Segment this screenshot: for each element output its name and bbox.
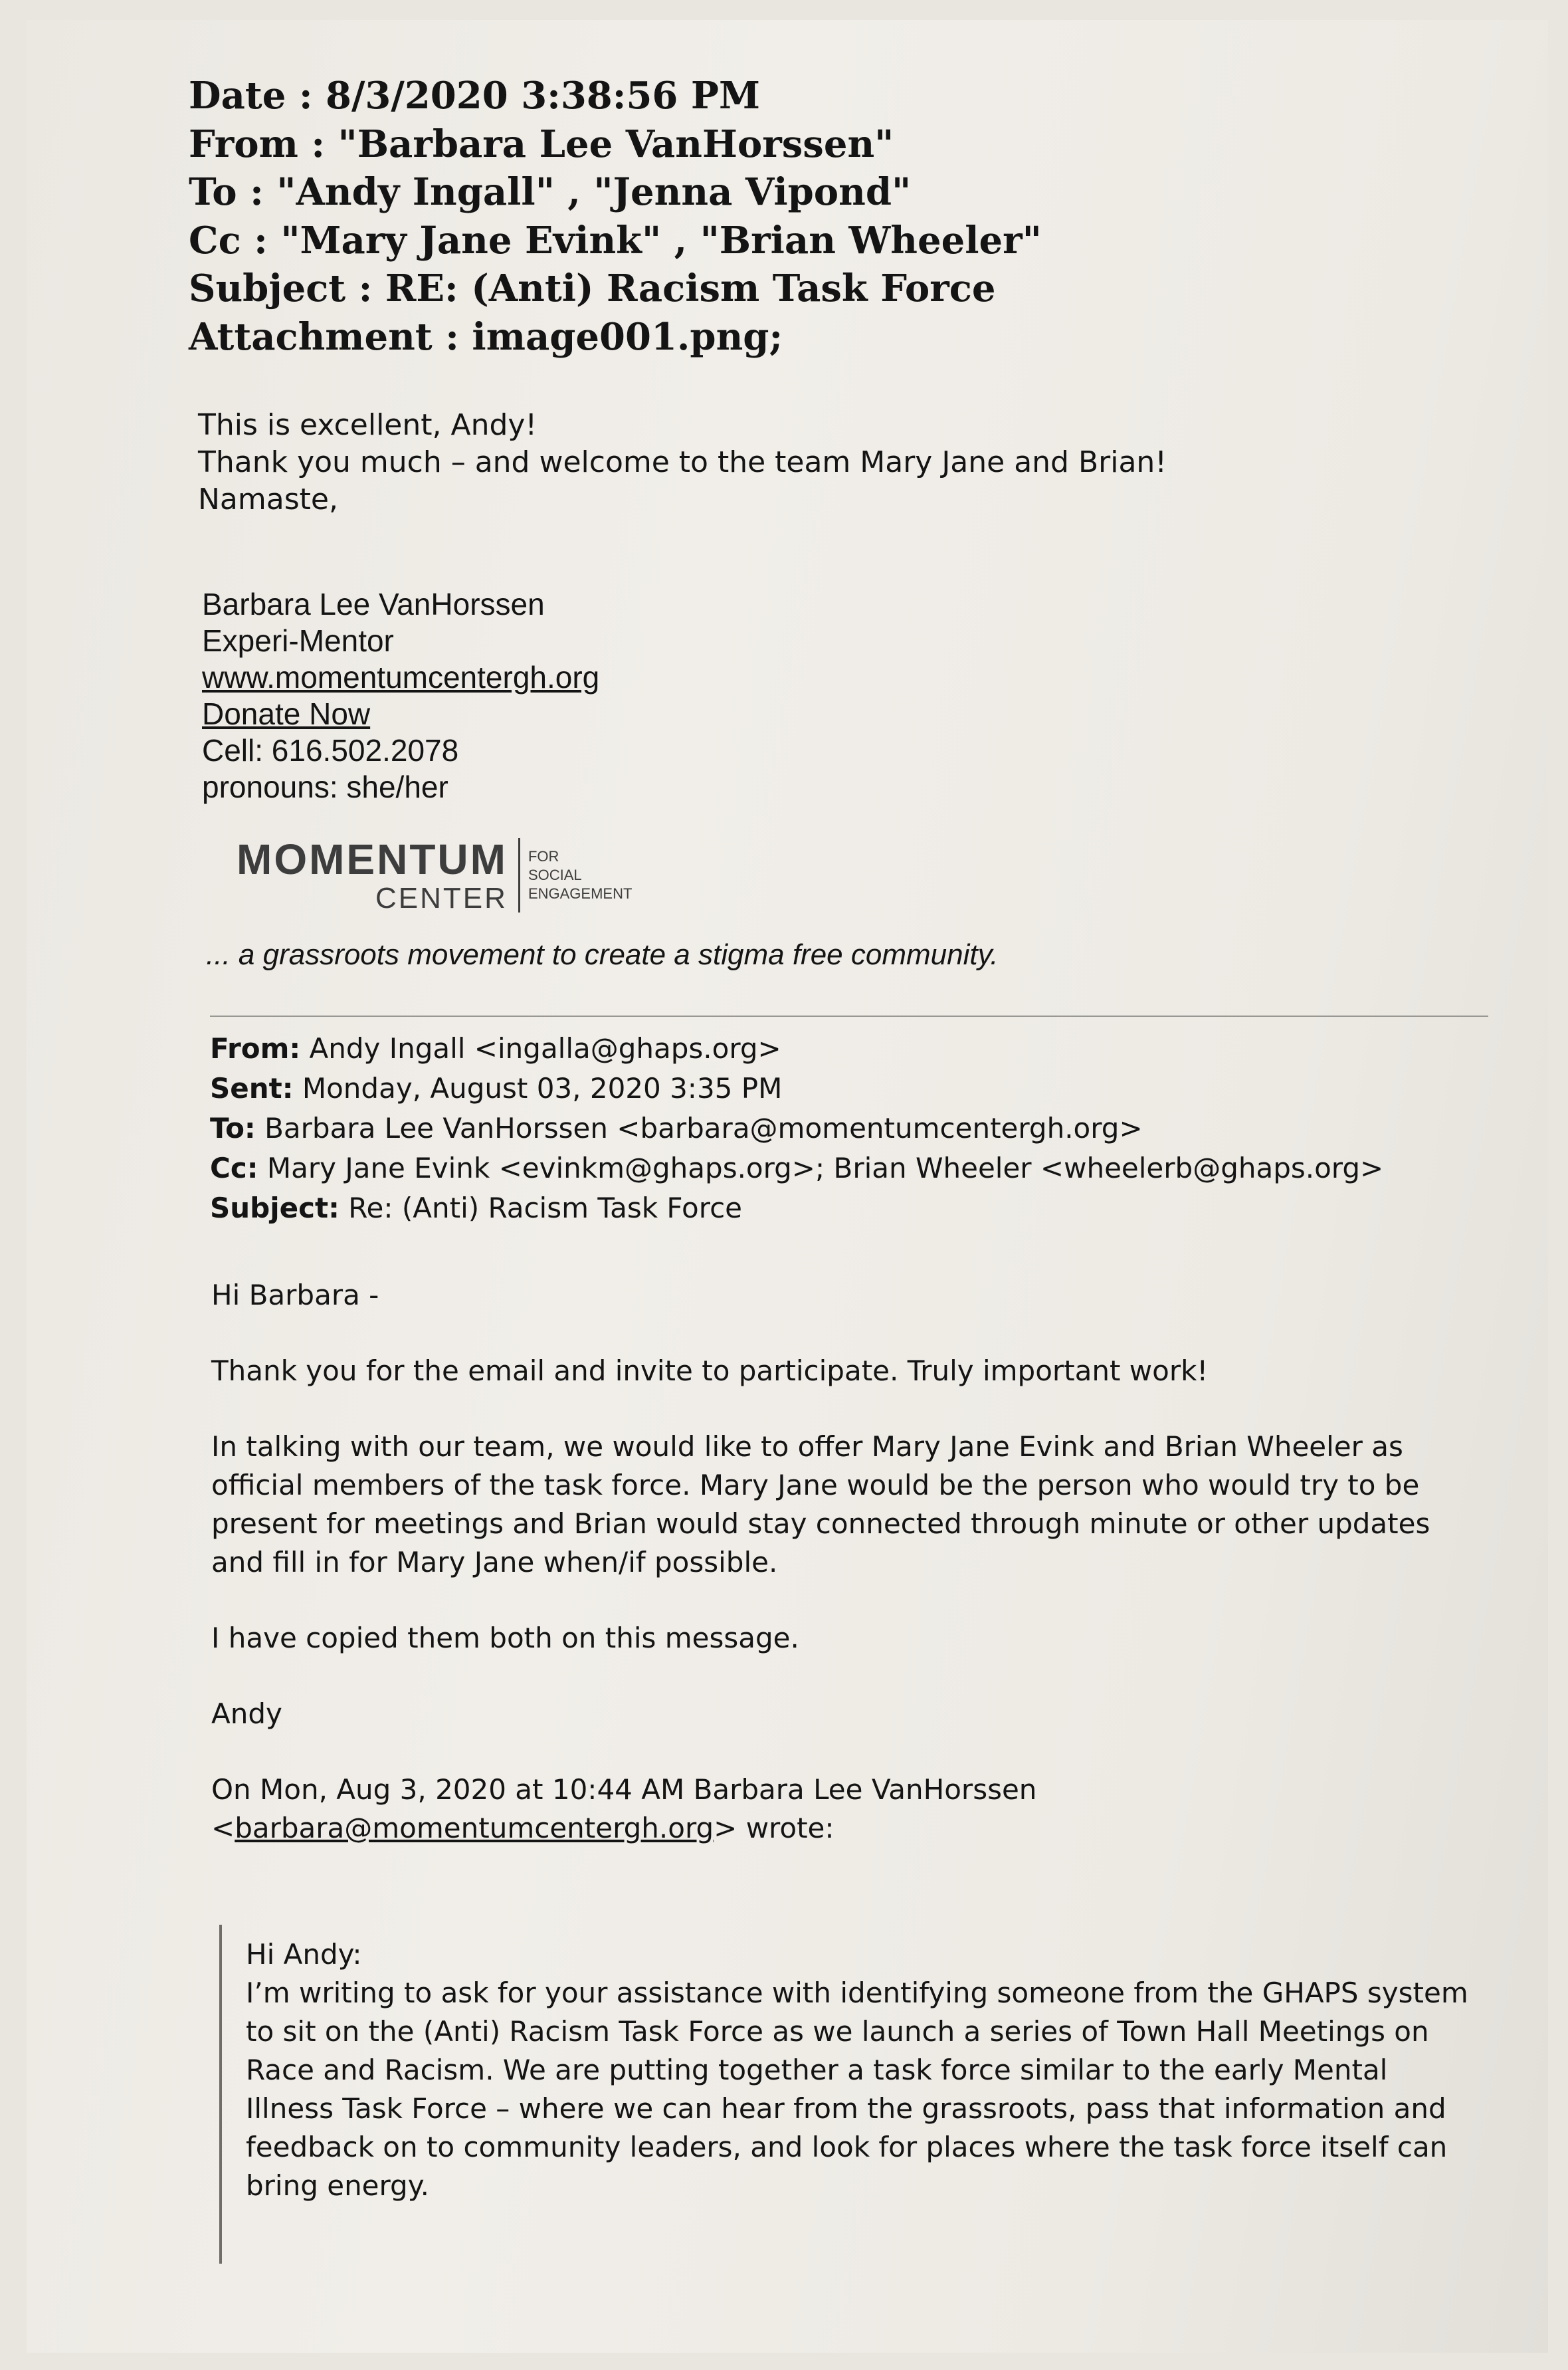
fwd-from	[210, 1029, 1383, 1069]
quote-email-link[interactable]: barbara@momentumcentergh.org	[235, 1812, 714, 1844]
quote-intro-end: > wrote:	[714, 1812, 834, 1844]
header-attachment: Attachment : image001.png;	[189, 314, 783, 359]
signature-pronouns: pronouns: she/her	[202, 770, 448, 804]
signature-cell: Cell: 616.502.2078	[202, 733, 459, 768]
logo-tag-line: FOR	[528, 848, 559, 865]
logo-sub-text: CENTER	[375, 882, 508, 915]
fwd-to-value: Barbara Lee VanHorssen <barbara@momentumcentergh.org>	[255, 1112, 1143, 1144]
momentum-center-logo	[237, 832, 632, 918]
header-cc: Cc : "Mary Jane Evink" , "Brian Wheeler"	[189, 218, 1042, 263]
fwd-from-value: Andy Ingall <ingalla@ghaps.org>	[300, 1032, 781, 1065]
email-header	[189, 72, 1042, 361]
reply-line: This is excellent, Andy!	[198, 408, 538, 442]
header-from: From : "Barbara Lee VanHorssen"	[189, 122, 894, 166]
body-paragraph: I have copied them both on this message.	[211, 1622, 799, 1654]
quoted-message	[219, 1925, 1471, 2264]
header-subject: Subject : RE: (Anti) Racism Task Force	[189, 267, 996, 310]
header-to: To : "Andy Ingall" , "Jenna Vipond"	[189, 170, 912, 214]
forwarded-header	[210, 1029, 1383, 1228]
fwd-to	[210, 1109, 1383, 1148]
body-paragraph: Thank you for the email and invite to participate. Truly important work!	[211, 1354, 1209, 1387]
quote-intro-lt: <	[211, 1812, 235, 1844]
quote-intro: On Mon, Aug 3, 2020 at 10:44 AM Barbara Lee VanHorssen	[211, 1773, 1037, 1806]
fwd-subject-label: Subject:	[210, 1192, 340, 1224]
message-body	[211, 1276, 1460, 1848]
logo-main-text: MOMENTUM	[237, 835, 508, 883]
signature-block	[202, 586, 599, 806]
logo-tag-line: ENGAGEMENT	[528, 885, 633, 902]
fwd-subject-value: Re: (Anti) Racism Task Force	[339, 1192, 743, 1224]
signature-title: Experi-Mentor	[202, 623, 394, 658]
quoted-text	[246, 1935, 1475, 2205]
divider	[210, 1016, 1488, 1017]
reply-line: Thank you much – and welcome to the team Mary Jane and Brian!	[198, 445, 1167, 479]
fwd-subject	[210, 1188, 1383, 1228]
body-paragraph: In talking with our team, we would like to offer Mary Jane Evink and Brian Wheeler as official members of the task force. Mary Jane would be the person who would try to be present for meetings and Brian would stay connected through minute or other updates and fill in for Mary Jane when/if possible.	[211, 1430, 1430, 1578]
fwd-sent-label: Sent:	[210, 1072, 294, 1105]
body-signoff: Andy	[211, 1697, 282, 1730]
fwd-cc-value: Mary Jane Evink <evinkm@ghaps.org>; Brian Wheeler <wheelerb@ghaps.org>	[258, 1152, 1384, 1184]
body-greeting: Hi Barbara -	[211, 1279, 379, 1311]
header-date: Date : 8/3/2020 3:38:56 PM	[189, 74, 760, 118]
logo-words	[237, 836, 508, 915]
fwd-to-label: To:	[210, 1112, 256, 1144]
donate-link[interactable]: Donate Now	[202, 697, 371, 731]
fwd-sent-value: Monday, August 03, 2020 3:35 PM	[293, 1072, 783, 1105]
quote-intro-email-line	[211, 1809, 1460, 1848]
website-link[interactable]: www.momentumcentergh.org	[202, 660, 600, 695]
logo-tagline	[528, 847, 632, 903]
fwd-cc	[210, 1148, 1383, 1188]
fwd-cc-label: Cc:	[210, 1152, 258, 1184]
reply-message	[198, 407, 1167, 518]
fwd-from-label: From:	[210, 1032, 301, 1065]
quote-greeting: Hi Andy:	[246, 1938, 362, 1971]
signature-name: Barbara Lee VanHorssen	[202, 587, 545, 621]
quote-paragraph: I’m writing to ask for your assistance with identifying someone from the GHAPS system to sit on the (Anti) Racism Task Force as we launch a series of Town Hall Meetings on Race and Racism. We are putting together a task force similar to the early Mental Illness Task Force – where we can hear from the grassroots, pass that information and feedback on to community leaders, and look for places where the task force itself can bring energy.	[246, 1977, 1468, 2202]
logo-tag-line: SOCIAL	[528, 867, 582, 883]
logo-divider	[518, 838, 520, 913]
slogan: ... a grassroots movement to create a stigma free community.	[206, 938, 999, 971]
fwd-sent	[210, 1069, 1383, 1109]
reply-line: Namaste,	[198, 483, 338, 516]
